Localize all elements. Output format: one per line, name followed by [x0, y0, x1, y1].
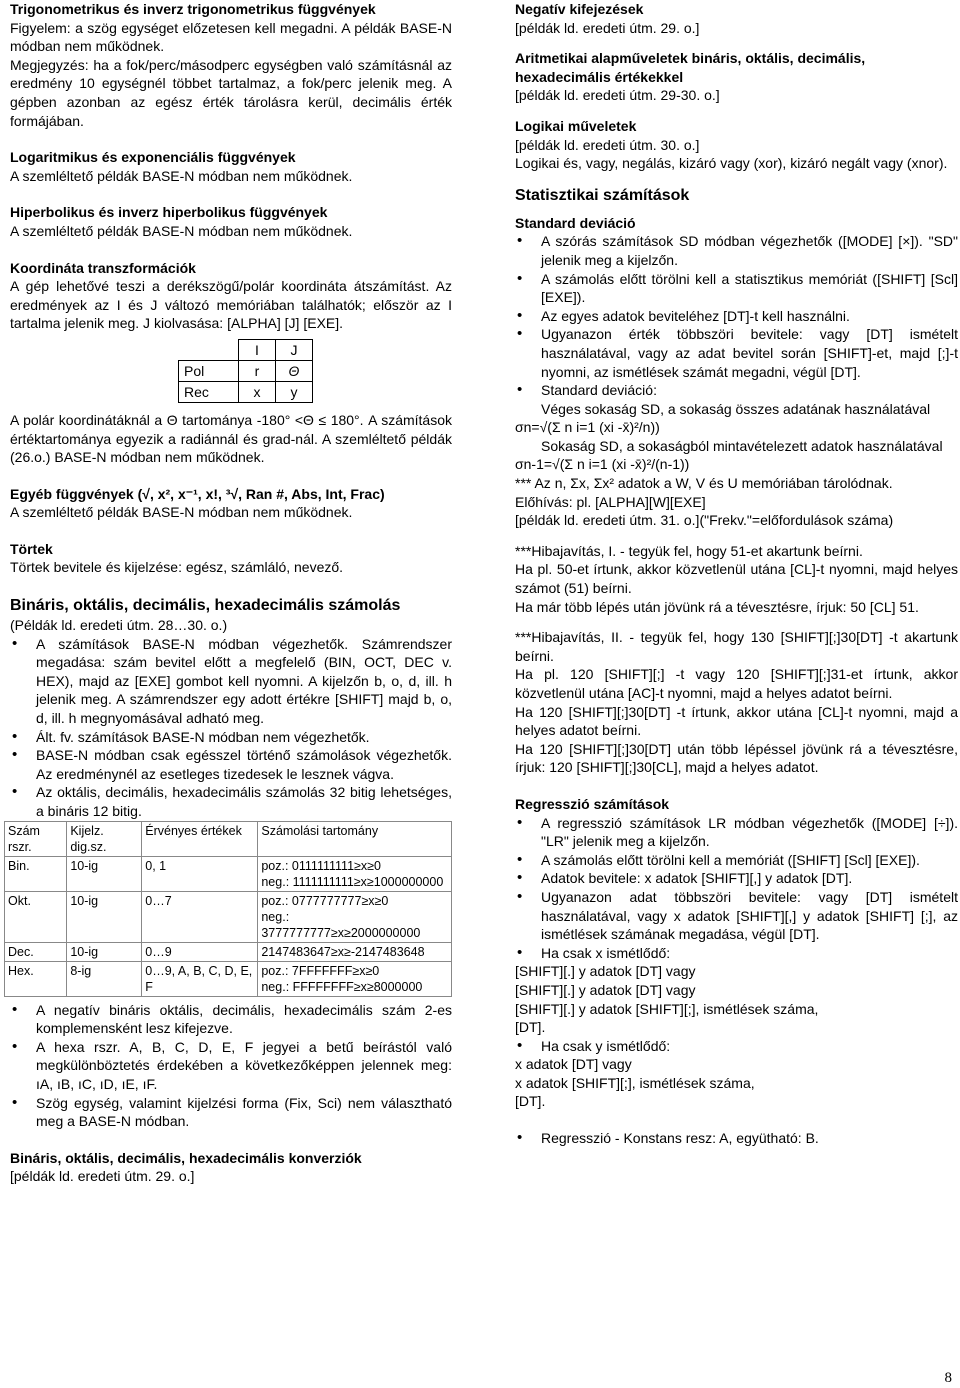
regression-heading: Regresszió számítások [515, 795, 670, 812]
coord-note: A polár koordinátáknál a Θ tartománya -180° <Θ ≤ 180°. A számítások értéktartománya egyezik a radiánnál és grad-nál. A szemléltető példák (26.o.) BASE-N módban nem működnek. [10, 411, 452, 466]
left-column [10, 0, 452, 1186]
table-cell: Bin. [5, 856, 67, 891]
coord-cell: y [276, 381, 313, 402]
conversion-ref: [példák ld. eredeti útm. 29. o.] [10, 1168, 195, 1185]
fractions-text: Törtek bevitele és kijelzése: egész, számláló, nevező. [10, 559, 344, 576]
list-item: • A szórás számítások SD módban végezhetők ([MODE] [×]). "SD" jelenik meg a kijelzőn. [515, 232, 958, 269]
sd-sample-formula: σn-1=√(Σ n i=1 (xi -x̄)²/(n-1)) [515, 456, 690, 473]
base-n-list-1 [10, 635, 452, 821]
list-item: • A regresszió számítások LR módban végezhetők ([MODE] [÷]). "LR" jelenik meg a kijelzőn. [515, 814, 958, 851]
error-fix-2-line: Ha 120 [SHIFT][;]30[DT] -t írtunk, akkor utána [CL]-t nyomni, majd a helyes adatot beírni. [515, 703, 958, 739]
sd-population-formula: σn=√(Σ n i=1 (xi -x̄)²/n)) [515, 419, 660, 436]
table-row [5, 891, 452, 942]
list-item: • Ált. fv. számítások BASE-N módban nem végezhetők. [10, 728, 452, 747]
table-cell: 0…9 [142, 942, 258, 961]
list-item: • Ha csak x ismétlődő: [515, 944, 958, 963]
negative-ref: [példák ld. eredeti útm. 29. o.] [515, 19, 700, 36]
coord-cell: Pol [179, 360, 239, 381]
error-fix-2-line: Ha pl. 120 [SHIFT][;] -t vagy 120 [SHIFT][;]31-et írtunk, akkor közvetlenül utána [AC]-t nyomni, majd a helyes adatot beírni. [515, 666, 958, 701]
error-fix-1-line: Ha pl. 50-et írtunk, akkor közvetlenül utána [CL]-t nyomni, majd helyes számot (51) beírni. [515, 561, 958, 597]
table-cell: 0…7 [142, 891, 258, 942]
base-n-list-2 [10, 1001, 452, 1131]
log-text: A szemléltető példák BASE-N módban nem működnek. [10, 167, 353, 184]
table-cell: 10-ig [67, 942, 142, 961]
table-row [5, 942, 452, 961]
coord-cell [179, 339, 239, 360]
table-cell: 2147483647≥x≥-2147483648 [258, 942, 452, 961]
table-header: Érvényes értékek [142, 821, 258, 856]
list-item: • Ha csak y ismétlődő: [515, 1037, 958, 1056]
regression-last-list [515, 1129, 958, 1148]
table-cell: 8-ig [67, 961, 142, 996]
list-item: • A negatív bináris oktális, decimális, hexadecimális szám 2-es komplemensként lesz kifejezve. [10, 1001, 452, 1038]
list-item: • Standard deviáció: [515, 381, 958, 400]
regression-x-line: [SHIFT][.] y adatok [SHIFT][;], ismétlések száma, [515, 1000, 819, 1017]
list-item: • A hexa rszr. A, B, C, D, E, F jegyei a betű beírástól való megkülönböztetés érdekében a következőképpen jelennek meg: ıA, ıB, ıC, ıD, ıE, ıF. [10, 1038, 452, 1094]
table-header: Számolási tartomány [258, 821, 452, 856]
coord-heading: Koordináta transzformációk [10, 259, 196, 276]
table-cell: Okt. [5, 891, 67, 942]
list-item: • Az oktális, decimális, hexadecimális számolás 32 bitig lehetséges, a bináris 12 bitig. [10, 783, 452, 820]
list-item: • Szög egység, valamint kijelzési forma (Fix, Sci) nem választható meg a BASE-N módban. [10, 1094, 452, 1131]
hyp-heading: Hiperbolikus és inverz hiperbolikus függvények [10, 204, 328, 221]
coord-cell: Rec [179, 381, 239, 402]
table-cell: poz.: 0777777777≥x≥0 neg.: 3777777777≥x≥2000000000 [258, 891, 452, 942]
regression-y-line: [DT]. [515, 1093, 546, 1110]
base-n-ref: (Példák ld. eredeti útm. 28…30. o.) [10, 617, 228, 634]
coord-text: A gép lehetővé teszi a derékszögű/polár koordináta átszámítást. Az eredmények az I és J változó memóriában találhatók; először az I tartalma jelenik meg. J kiolvasása: [ALPHA] [J] [EXE]. [10, 278, 452, 332]
sd-sample-text: Sokaság SD, a sokaságból mintavételezett adatok használatával [541, 437, 943, 454]
error-fix-1-title: ***Hibajavítás, I. - tegyük fel, hogy 51-et akartunk beírni. [515, 542, 863, 559]
sd-population-text: Véges sokaság SD, a sokaság összes adatának használatával [541, 400, 931, 417]
sd-ref: [példák ld. eredeti útm. 31. o.]("Frekv."=előfordulások száma) [515, 512, 894, 529]
base-n-table [4, 821, 452, 997]
list-item: • A számolás előtt törölni kell a statisztikus memóriát ([SHIFT] [Scl] [EXE]). [515, 270, 958, 307]
coord-cell: I [239, 339, 276, 360]
regression-y-line: x adatok [SHIFT][;], ismétlések száma, [515, 1074, 755, 1091]
log-heading: Logaritmikus és exponenciális függvények [10, 149, 296, 166]
arithmetic-ref: [példák ld. eredeti útm. 29-30. o.] [515, 87, 720, 104]
trig-heading: Trigonometrikus és inverz trigonometrikus függvények [10, 1, 376, 17]
table-cell: 0, 1 [142, 856, 258, 891]
table-cell: 10-ig [67, 891, 142, 942]
coord-table [178, 339, 313, 403]
fractions-heading: Törtek [10, 540, 53, 557]
list-item: • A számolás előtt törölni kell a memóriát ([SHIFT] [Scl] [EXE]). [515, 851, 958, 870]
base-n-heading: Bináris, oktális, decimális, hexadecimális számolás [10, 597, 401, 615]
negative-heading: Negatív kifejezések [515, 1, 644, 17]
error-fix-2-title: ***Hibajavítás, II. - tegyük fel, hogy 130 [SHIFT][;]30[DT] -t akartunk beírni. [515, 629, 958, 664]
coord-cell: r [239, 360, 276, 381]
sd-heading: Standard deviáció [515, 214, 636, 231]
list-item: • Az egyes adatok beviteléhez [DT]-t kell használni. [515, 307, 958, 326]
trig-text-1: Figyelem: a szög egységet előzetesen kell megadni. A példák BASE-N módban nem működnek. [10, 19, 452, 55]
table-row [5, 961, 452, 996]
regression-list [515, 814, 958, 963]
page-number: 8 [944, 1370, 952, 1386]
table-cell: 10-ig [67, 856, 142, 891]
coord-cell: J [276, 339, 313, 360]
trig-text-2: Megjegyzés: ha a fok/perc/másodperc egységben való számításnál az eredmény 10 egységnél többet tartalmaz, a fok/perc jelenik meg. A gépben azonban az egész érték tárolásra kerül, decimális érték formájában. [10, 56, 452, 129]
list-item: • Ugyanazon adat többszöri bevitele: vagy [DT] ismételt használatával, vagy x adatok [SHIFT][,] y adatok [SHIFT] [;], az ismétlések számának megadása, végül [DT]. [515, 888, 958, 944]
list-item: • Adatok bevitele: x adatok [SHIFT][,] y adatok [DT]. [515, 869, 958, 888]
sd-list [515, 232, 958, 399]
table-cell: Dec. [5, 942, 67, 961]
regression-y-list [515, 1037, 958, 1056]
list-item: • BASE-N módban csak egésszel történő számolások végezhetők. Az eredménynél az esetleges tizedesek le lesznek vágva. [10, 746, 452, 783]
list-item: • Regresszió - Konstans resz: A, együtható: B. [515, 1129, 958, 1148]
table-cell: poz.: 0111111111≥x≥0 neg.: 1111111111≥x≥1000000000 [258, 856, 452, 891]
table-cell: Hex. [5, 961, 67, 996]
statistics-heading: Statisztikai számítások [515, 186, 690, 204]
other-functions-heading: Egyéb függvények (√, x², x⁻¹, x!, ³√, Ran #, Abs, Int, Frac) [10, 485, 385, 502]
list-item: • A számítások BASE-N módban végezhetők. Számrendszer megadása: szám bevitel előtt a megfelelő (BIN, OCT, DEC v. HEX), majd az [EXE] gombot kell nyomni. A kijelzőn b, o, d, ill. h jelenik meg. A számrendszer egy adott értékre [SHIFT] majd b, o, d, ill. h megnyomásával adható meg. [10, 635, 452, 728]
arithmetic-heading: Aritmetikai alapműveletek bináris, oktális, decimális, hexadecimális értékekkel [515, 50, 866, 85]
regression-x-line: [DT]. [515, 1019, 546, 1036]
sd-recall: Előhívás: pl. [ALPHA][W][EXE] [515, 493, 706, 510]
logic-text: Logikai és, vagy, negálás, kizáró vagy (xor), kizáró negált vagy (xnor). [515, 155, 948, 172]
coord-cell: x [239, 381, 276, 402]
coord-cell: Θ [276, 360, 313, 381]
regression-x-line: [SHIFT][.] y adatok [DT] vagy [515, 963, 696, 980]
table-header: Szám rszr. [5, 821, 67, 856]
conversion-heading: Bináris, oktális, decimális, hexadecimális konverziók [10, 1149, 362, 1166]
sd-memory-note: *** Az n, Σx, Σx² adatok a W, V és U memóriában tárolódnak. [515, 475, 893, 492]
hyp-text: A szemléltető példák BASE-N módban nem működnek. [10, 222, 353, 239]
list-item: • Ugyanazon érték többszöri bevitele: vagy [DT] ismételt használatával, vagy az adat bevitel során [SHIFT]-et, majd [;]-t nyomni, az ismétlések számát megadni, végül [DT]. [515, 325, 958, 381]
other-functions-text: A szemléltető példák BASE-N módban nem működnek. [10, 504, 353, 521]
regression-y-line: x adatok [DT] vagy [515, 1056, 632, 1073]
error-fix-1-line: Ha már több lépés után jövünk rá a tévesztésre, írjuk: 50 [CL] 51. [515, 598, 919, 615]
table-cell: 0…9, A, B, C, D, E, F [142, 961, 258, 996]
table-cell: poz.: 7FFFFFFF≥x≥0 neg.: FFFFFFFF≥x≥8000000 [258, 961, 452, 996]
table-row [5, 856, 452, 891]
error-fix-2-line: Ha 120 [SHIFT][;]30[DT] után több lépéssel jövünk rá a tévesztésre, írjuk: 120 [SHIFT][;]30[CL], majd a helyes adatot. [515, 740, 958, 776]
right-column [515, 0, 958, 1148]
regression-x-line: [SHIFT][.] y adatok [DT] vagy [515, 981, 696, 998]
logic-ref: [példák ld. eredeti útm. 30. o.] [515, 136, 700, 153]
logic-heading: Logikai műveletek [515, 117, 637, 134]
table-header: Kijelz. dig.sz. [67, 821, 142, 856]
